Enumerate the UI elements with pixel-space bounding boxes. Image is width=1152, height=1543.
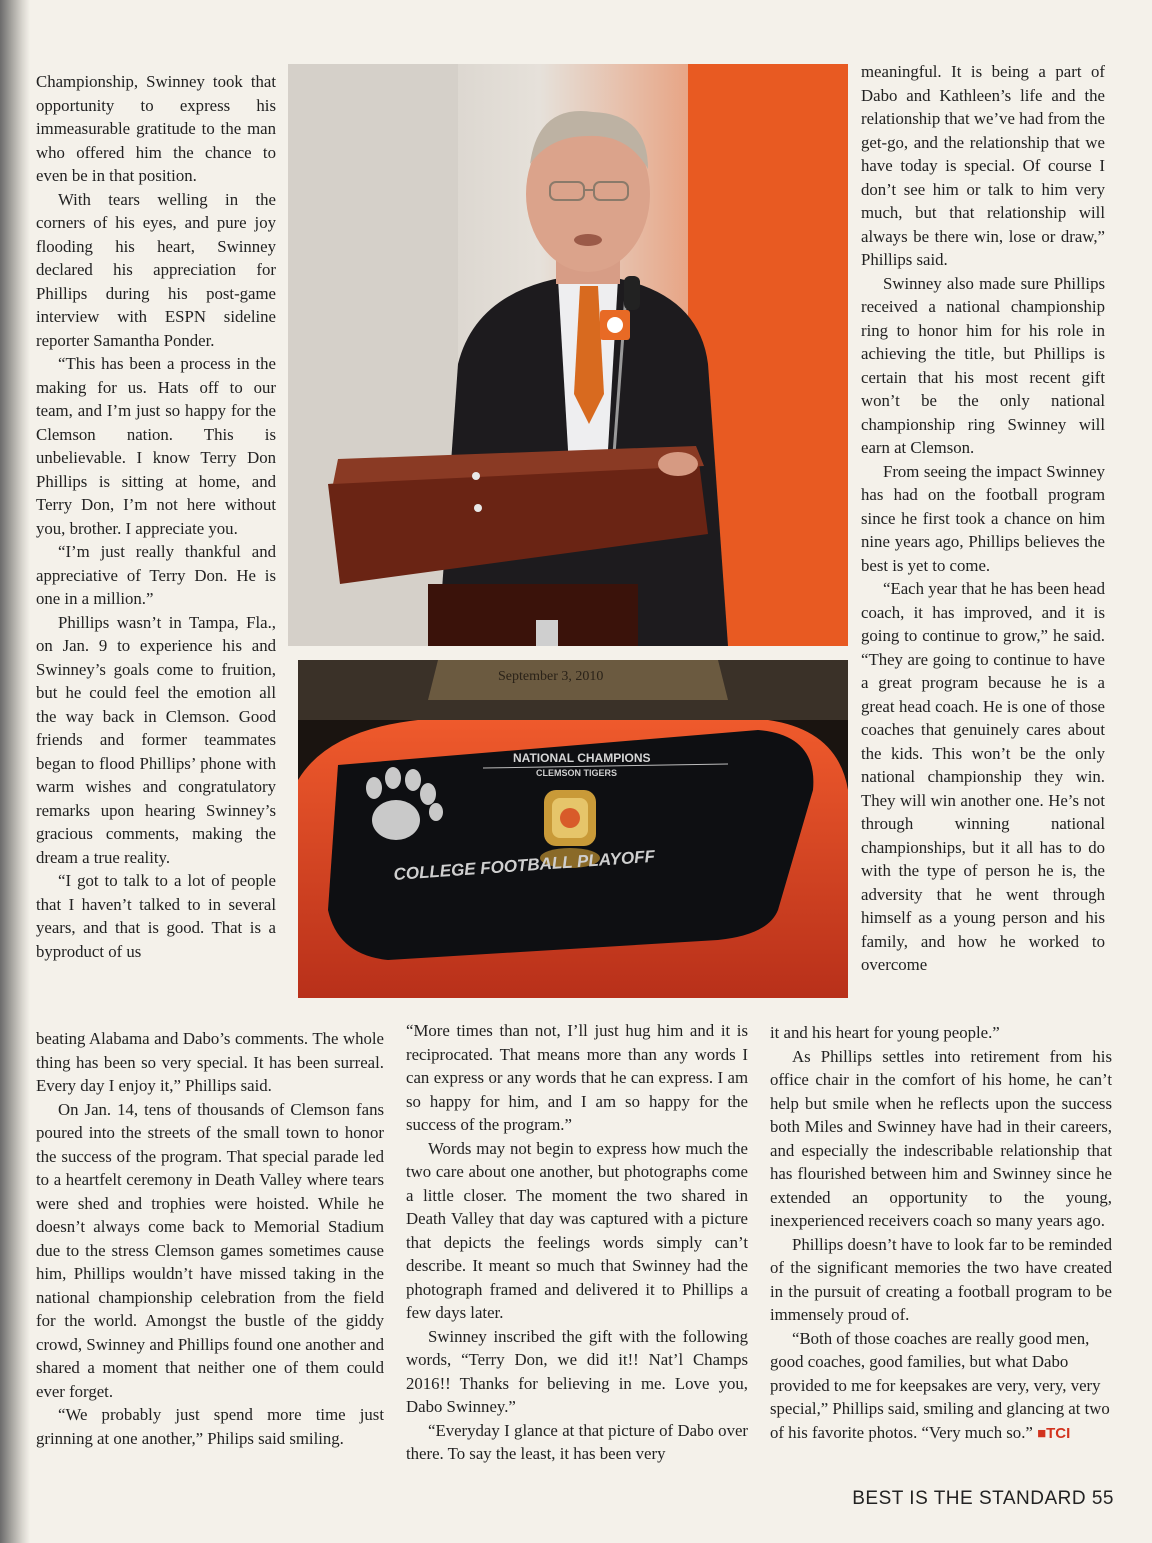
paragraph: “I’m just really thankful and appreciative of Terry Don. He is one in a million.” xyxy=(36,542,276,608)
photo-speaker-at-podium xyxy=(288,64,848,646)
paragraph: “More times than not, I’ll just hug him and it is reciprocated. That means more than any words I can express or any words that he can express. I am so happy for him, and I am so happy for the success of the program.” xyxy=(406,1021,748,1134)
right-column-bottom xyxy=(770,1021,1112,1445)
plaque-bottom-text: COLLEGE FOOTBALL PLAYOFF xyxy=(392,846,656,884)
paragraph: “This has been a process in the making for us. Hats off to our team, and I’m just so happy for the Clemson nation. This is unbelievable. I know Terry Don Phillips is sitting at home, and Terry Don, I’m not here without you, brother. I appreciate you. xyxy=(36,354,276,538)
plaque-title: NATIONAL CHAMPIONS xyxy=(513,751,651,765)
paragraph: As Phillips settles into retirement from his office chair in the comfort of his home, he can’t help but smile when he reflects upon the success both Miles and Swinney have had in their careers, and especially the indescribable relationship that has flourished between him and Swinney since he extended an opportunity to the young, inexperienced receivers coach so many years ago. xyxy=(770,1046,1112,1230)
paragraph: it and his heart for young people.” xyxy=(770,1023,1000,1042)
middle-column xyxy=(406,1019,748,1466)
paragraph: meaningful. It is being a part of Dabo and Kathleen’s life and the relationship that we’ve had from the get-go, and the relationship that we have today is special. Of course I don’t see him or talk to him very much, but that relationship will always be there win, lose or draw,” Phillips said. xyxy=(861,62,1105,269)
paragraph: Championship, Swinney took that opportunity to express his immeasurable gratitude to the man who offered him the chance to even be in that position. xyxy=(36,72,276,185)
paragraph: On Jan. 14, tens of thousands of Clemson fans poured into the streets of the small town to honor the success of the program. That special parade led to a heartfelt ceremony in Death Valley where tears were shed and trophies were hoisted. While he doesn’t always come back to Memorial Stadium due to the stress Clemson games sometimes cause him, Phillips wouldn’t have missed taking in the national championship celebration from the field for the world. Amongst the bustle of the giddy crowd, Swinney and Phillips found one another and shared a moment that neither one of them could ever forget. xyxy=(36,1099,384,1401)
plaque-top-text: September 3, 2010 xyxy=(498,669,604,684)
ring-box-illustration xyxy=(298,660,848,998)
paragraph xyxy=(770,1327,1112,1446)
paragraph: “We probably just spend more time just grinning at one another,” Philips said smiling. xyxy=(36,1405,384,1448)
paragraph: Words may not begin to express how much the two care about one another, but photographs come a little closer. The moment the two shared in Death Valley that day was captured with a picture that depicts the feelings words simply can’t describe. It meant so much that Swinney had the photograph framed and delivered it to Phillips a few days later. xyxy=(406,1138,748,1322)
right-column-top xyxy=(861,60,1105,977)
page-footer-folio: BEST IS THE STANDARD 55 xyxy=(852,1488,1114,1509)
paragraph: With tears welling in the corners of his eyes, and pure joy flooding his heart, Swinney declared his appreciation for Phillips during his post-game interview with ESPN sideline reporter Samantha Ponder. xyxy=(36,189,276,350)
closing-quote: “Both of those coaches are really good men, good coaches, good families, but what Dabo provided to me for keepsakes are very, very, very special,” Phillips said, smiling and glancing at two of his favorite photos. “Very much so.” xyxy=(770,1328,1110,1442)
paragraph: “I got to talk to a lot of people that I haven’t talked to in several years, and that is good. That is a byproduct of us xyxy=(36,871,276,961)
paragraph: Swinney inscribed the gift with the following words, “Terry Don, we did it!! Nat’l Champs 2016!! Thanks for believing in me. Love you, Dabo Swinney.” xyxy=(406,1326,748,1416)
paragraph: Swinney also made sure Phillips received a national championship ring to honor him for his role in achieving the title, but Phillips is certain that his most recent gift won’t be the only national championship ring Swinney will earn at Clemson. xyxy=(861,273,1105,457)
paragraph: From seeing the impact Swinney has had on the football program since he first took a chance on him nine years ago, Phillips believes the best is yet to come. xyxy=(861,461,1105,575)
paragraph: beating Alabama and Dabo’s comments. The whole thing has been so very special. It has been surreal. Every day I enjoy it,” Phillips said. xyxy=(36,1029,384,1095)
speaker-illustration xyxy=(288,64,848,646)
paragraph: “Everyday I glance at that picture of Dabo over there. To say the least, it has been very xyxy=(406,1420,748,1463)
photo-championship-ring-box xyxy=(298,660,848,998)
paragraph: Phillips doesn’t have to look far to be reminded of the significant memories the two have created in the pursuit of creating a football program to be immensely proud of. xyxy=(770,1234,1112,1324)
left-column-bottom xyxy=(36,1027,384,1450)
end-mark: ■TCI xyxy=(1037,1424,1071,1442)
page-spine-shadow xyxy=(0,0,30,1543)
plaque-subtitle: CLEMSON TIGERS xyxy=(536,768,618,778)
paragraph: “Each year that he has been head coach, it has improved, and it is going to continue to grow,” he said. “They are going to continue to have a great program because he is a great head coach. He is one of those coaches that genuinely cares about the kids. This won’t be the only national championship they win. They will win another one. He’s not through winning national championships, but it all has to do with the type of person he is, the adversity that he went through himself as a young person and his family, and how he worked to overcome xyxy=(861,579,1105,974)
paragraph: Phillips wasn’t in Tampa, Fla., on Jan. 9 to experience his and Swinney’s goals come to fruition, but he could feel the emotion all the way back in Clemson. Good friends and former teammates began to flood Phillips’ phone with warm wishes and congratulatory remarks upon hearing Swinney’s gracious comments, making the dream a true reality. xyxy=(36,612,276,867)
left-column-top xyxy=(36,70,276,963)
